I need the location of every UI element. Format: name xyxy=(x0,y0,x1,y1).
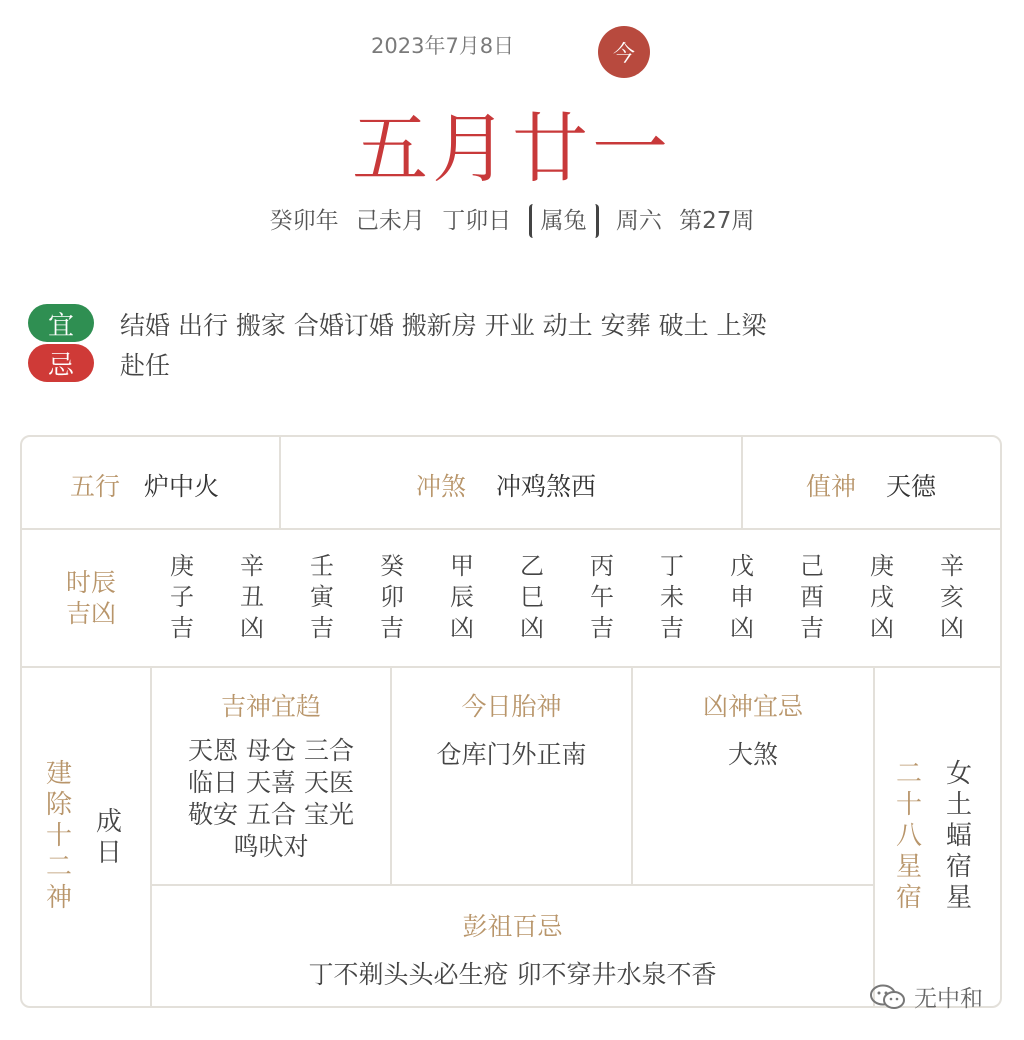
watermark-text: 无中和 xyxy=(914,986,983,1012)
chongsha-cell xyxy=(416,467,596,503)
hour-branch: 未 xyxy=(660,583,684,611)
zhishen-label: 值神 xyxy=(806,472,857,501)
month-ganzhi: 己未月 xyxy=(355,208,425,234)
hour-item xyxy=(232,551,272,644)
hour-luck: 凶 xyxy=(520,614,544,642)
hour-stem: 乙 xyxy=(520,552,544,580)
jishen-label: 吉神宜趋 xyxy=(220,692,321,721)
chongsha-value: 冲鸡煞西 xyxy=(495,472,596,501)
hour-item xyxy=(372,551,412,644)
jianchu-value: 成 日 xyxy=(95,807,122,868)
hour-luck: 凶 xyxy=(940,614,964,642)
hour-branch: 卯 xyxy=(380,583,404,611)
hour-item xyxy=(932,551,972,644)
hour-stem: 丙 xyxy=(590,552,614,580)
zhishen-value: 天德 xyxy=(885,472,936,501)
almanac-grid xyxy=(20,435,1002,1008)
hour-branch: 亥 xyxy=(940,583,964,611)
chongsha-label: 冲煞 xyxy=(416,472,467,501)
wechat-icon xyxy=(868,983,908,1011)
hour-item xyxy=(302,551,342,644)
wuxing-cell xyxy=(70,467,219,503)
hour-branch: 午 xyxy=(590,583,614,611)
hour-stem: 辛 xyxy=(240,552,264,580)
hour-stem: 庚 xyxy=(170,552,194,580)
hour-luck: 吉 xyxy=(170,614,194,642)
xiu-value: 女 土 蝠 宿 星 xyxy=(945,759,972,913)
hour-stem: 己 xyxy=(800,552,824,580)
hour-branch: 巳 xyxy=(520,583,544,611)
hour-branch: 辰 xyxy=(450,583,474,611)
day-ganzhi: 丁卯日 xyxy=(442,208,512,234)
xiongshen-value: 大煞 xyxy=(727,740,778,769)
taishen-value: 仓库门外正南 xyxy=(436,740,587,769)
hour-luck: 凶 xyxy=(730,614,754,642)
xiu-label: 二 十 八 星 宿 xyxy=(895,759,922,913)
lunar-date: 五月廿一 xyxy=(352,104,672,193)
taishen-label: 今日胎神 xyxy=(461,692,562,721)
zodiac-badge: 属兔 xyxy=(529,204,599,238)
yi-items: 结婚 出行 搬家 合婚订婚 搬新房 开业 动土 安葬 破土 上梁 xyxy=(120,311,767,340)
hour-item xyxy=(162,551,202,644)
pengzu-label: 彭祖百忌 xyxy=(462,912,563,941)
jianchu-label: 建 除 十 二 神 xyxy=(45,759,72,913)
hour-luck: 吉 xyxy=(800,614,824,642)
pengzu-value: 丁不剃头头必生疮 卯不穿井水泉不香 xyxy=(308,960,717,989)
hour-item xyxy=(722,551,762,644)
hours-label: 时辰 吉凶 xyxy=(66,568,117,628)
hour-item xyxy=(442,551,482,644)
hour-stem: 壬 xyxy=(310,552,334,580)
date-row xyxy=(0,26,1024,66)
hour-branch: 子 xyxy=(170,583,194,611)
hour-luck: 吉 xyxy=(590,614,614,642)
hour-item xyxy=(582,551,622,644)
hour-luck: 凶 xyxy=(450,614,474,642)
hour-branch: 丑 xyxy=(240,583,264,611)
jishen-list: 天恩 母仓 三合 临日 天喜 天医 敬安 五合 宝光 鸣吠对 xyxy=(188,736,354,861)
hour-stem: 甲 xyxy=(450,552,474,580)
ji-badge: 忌 xyxy=(28,344,94,382)
solar-date: 2023年7月8日 xyxy=(371,34,515,58)
hour-branch: 申 xyxy=(730,583,754,611)
hour-luck: 凶 xyxy=(870,614,894,642)
wuxing-label: 五行 xyxy=(70,472,121,501)
ji-row xyxy=(28,342,988,382)
hour-luck: 吉 xyxy=(310,614,334,642)
hour-branch: 戌 xyxy=(870,583,894,611)
today-button[interactable]: 今 xyxy=(598,26,650,78)
hour-stem: 丁 xyxy=(660,552,684,580)
hour-stem: 辛 xyxy=(940,552,964,580)
hour-item xyxy=(862,551,902,644)
wuxing-value: 炉中火 xyxy=(143,472,219,501)
hour-luck: 吉 xyxy=(380,614,404,642)
year-ganzhi: 癸卯年 xyxy=(269,208,339,234)
yi-row xyxy=(28,302,988,342)
hour-branch: 酉 xyxy=(800,583,824,611)
hour-stem: 癸 xyxy=(380,552,404,580)
hour-stem: 庚 xyxy=(870,552,894,580)
hour-item xyxy=(792,551,832,644)
hour-luck: 凶 xyxy=(240,614,264,642)
hour-stem: 戊 xyxy=(730,552,754,580)
weekday: 周六 xyxy=(615,208,662,234)
hour-luck: 吉 xyxy=(660,614,684,642)
hour-branch: 寅 xyxy=(310,583,334,611)
hour-item xyxy=(512,551,552,644)
xiongshen-label: 凶神宜忌 xyxy=(702,692,803,721)
hour-item xyxy=(652,551,692,644)
week-number: 第27周 xyxy=(679,208,755,234)
ganzhi-row xyxy=(0,202,1024,238)
ji-items: 赴任 xyxy=(120,351,171,380)
yi-badge: 宜 xyxy=(28,304,94,342)
watermark xyxy=(868,980,983,1013)
zhishen-cell xyxy=(806,467,936,503)
